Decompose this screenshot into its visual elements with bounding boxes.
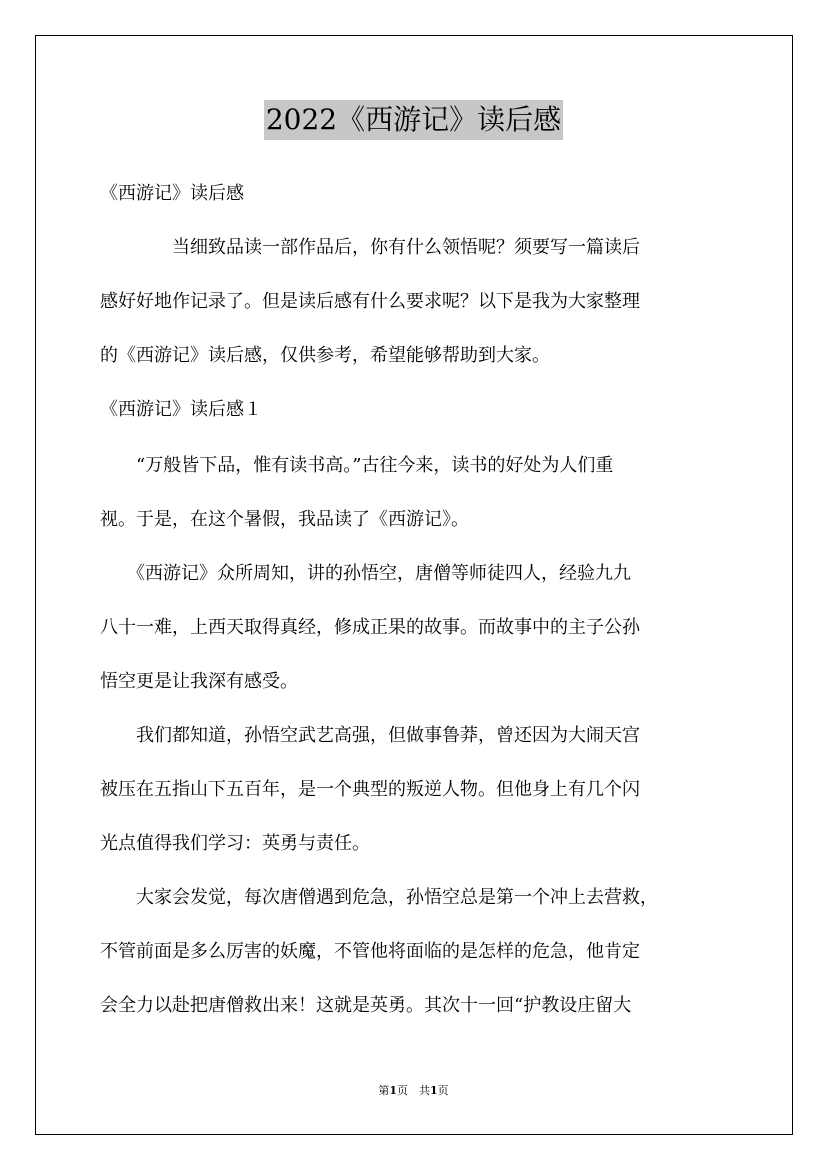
body-line: 感好好地作记录了。但是读后感有什么要求呢？以下是我为大家整理 xyxy=(100,291,640,312)
footer-label-1: 第 xyxy=(378,1084,390,1097)
footer-label-3: 页 xyxy=(437,1084,449,1097)
body-line: 会全力以赴把唐僧救出来！这就是英勇。其次十一回“护教设庄留大 xyxy=(100,995,632,1016)
body-line: 大家会发觉，每次唐僧遇到危急，孙悟空总是第一个冲上去营救， xyxy=(100,887,658,908)
body-line: “万般皆下品，惟有读书高。”古往今来，读书的好处为人们重 xyxy=(100,455,614,476)
body-line: 悟空更是让我深有感受。 xyxy=(100,671,298,692)
body-line: 光点值得我们学习：英勇与责任。 xyxy=(100,833,370,854)
title-wrapper xyxy=(0,100,827,140)
body-line: 《西游记》众所周知，讲的孙悟空，唐僧等师徒四人，经验九九 xyxy=(100,563,631,584)
body-line: 的《西游记》读后感，仅供参考，希望能够帮助到大家。 xyxy=(100,345,550,366)
body-line: 被压在五指山下五百年，是一个典型的叛逆人物。但他身上有几个闪 xyxy=(100,779,640,800)
footer-page-total: 1 xyxy=(430,1084,438,1097)
body-line: 八十一难，上西天取得真经，修成正果的故事。而故事中的主子公孙 xyxy=(100,617,640,638)
body-line: 当细致品读一部作品后，你有什么领悟呢？须要写一篇读后 xyxy=(100,237,640,258)
document-title: 2022《西游记》读后感 xyxy=(264,100,563,140)
footer-label-2: 页 共 xyxy=(397,1084,430,1097)
page-footer xyxy=(0,1083,827,1099)
body-line: 《西游记》读后感 xyxy=(100,183,244,204)
body-line: 我们都知道，孙悟空武艺高强，但做事鲁莽，曾还因为大闹天宫 xyxy=(100,725,640,746)
body-line: 视。于是，在这个暑假，我品读了《西游记》。 xyxy=(100,509,469,530)
body-line: 《西游记》读后感１ xyxy=(100,399,262,420)
body-line: 不管前面是多么厉害的妖魔，不管他将面临的是怎样的危急，他肯定 xyxy=(100,941,640,962)
footer-page-current: 1 xyxy=(389,1084,397,1097)
